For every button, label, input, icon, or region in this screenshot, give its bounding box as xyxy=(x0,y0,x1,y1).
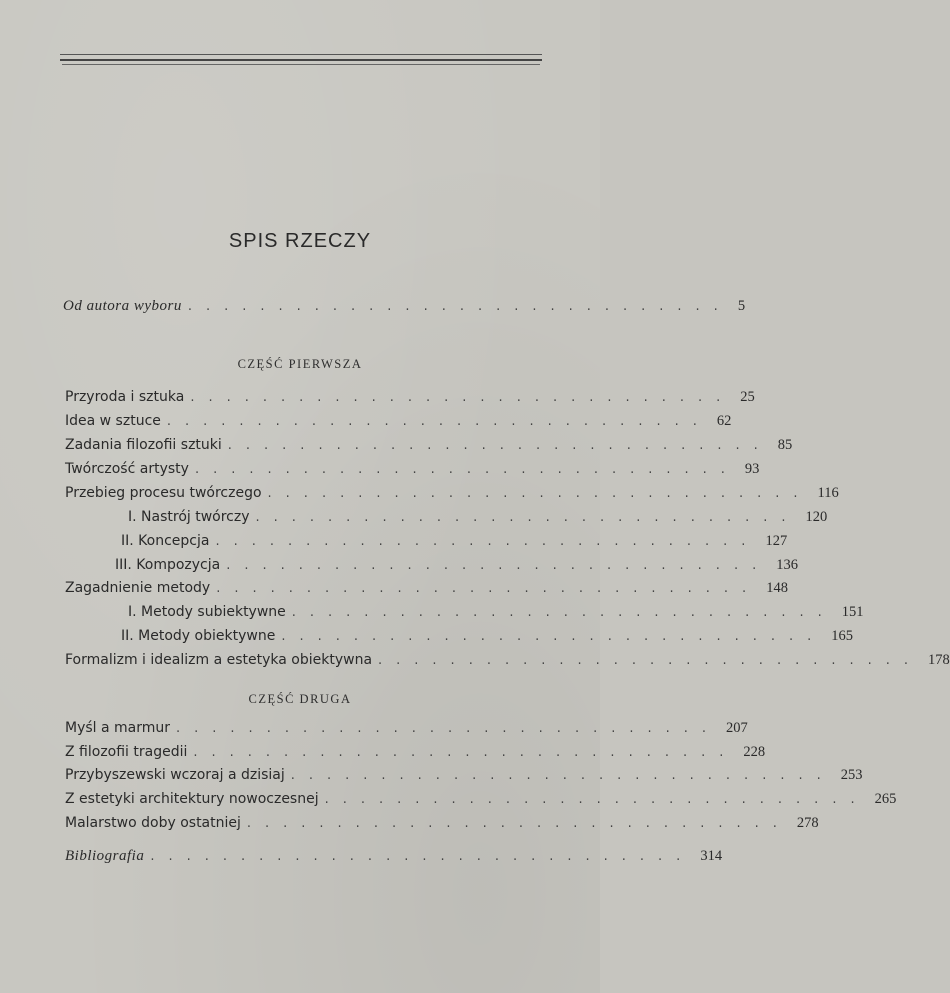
leader-dots: .............................. xyxy=(324,792,869,807)
entry-label: Przebieg procesu twórczego xyxy=(65,485,262,501)
leader-dots: .............................. xyxy=(176,721,721,736)
entry-label: II. Metody obiektywne xyxy=(121,628,276,644)
entry-label: Przyroda i sztuka xyxy=(65,389,185,405)
toc-entry xyxy=(65,413,732,433)
toc-entry xyxy=(65,744,766,764)
entry-page: 5 xyxy=(737,298,746,314)
toc-entry xyxy=(65,652,950,672)
leader-dots: .............................. xyxy=(267,486,812,501)
toc-entry-intro xyxy=(63,298,746,318)
toc-entry xyxy=(65,580,788,600)
toc-entry xyxy=(65,485,839,505)
entry-page: 207 xyxy=(726,720,748,736)
leader-dots: .............................. xyxy=(187,299,732,314)
entry-page: 127 xyxy=(765,533,788,549)
entry-page: 120 xyxy=(805,509,828,525)
entry-label: I. Metody subiektywne xyxy=(128,604,286,620)
leader-dots: .............................. xyxy=(190,390,735,405)
leader-dots: .............................. xyxy=(281,629,826,644)
toc-subentry xyxy=(121,533,788,553)
page-title: SPIS RZECZY xyxy=(228,230,372,252)
leader-dots: .............................. xyxy=(246,816,791,831)
top-rule xyxy=(60,54,542,55)
leader-dots: .............................. xyxy=(215,534,760,549)
toc-subentry xyxy=(121,628,854,648)
leader-dots: .............................. xyxy=(150,849,695,864)
entry-page: 116 xyxy=(817,485,839,501)
toc-subentry xyxy=(128,604,864,624)
entry-page: 25 xyxy=(740,389,755,405)
toc-subentry xyxy=(115,557,798,577)
leader-dots: .............................. xyxy=(378,653,923,668)
entry-label: Bibliografia xyxy=(65,848,145,864)
entry-page: 62 xyxy=(716,413,732,429)
toc-entry xyxy=(65,389,755,409)
toc-entry xyxy=(65,437,793,457)
entry-label: II. Koncepcja xyxy=(121,533,210,549)
toc-entry xyxy=(65,720,748,740)
entry-label: Formalizm i idealizm a estetyka obiektywna xyxy=(65,652,373,668)
leader-dots: .............................. xyxy=(255,510,800,525)
entry-label: Od autora wyboru xyxy=(63,298,182,314)
entry-label: Idea w sztuce xyxy=(65,413,161,429)
entry-label: Malarstwo doby ostatniej xyxy=(65,815,241,831)
entry-page: 148 xyxy=(766,580,788,596)
entry-label: Myśl a marmur xyxy=(65,720,171,736)
entry-page: 93 xyxy=(744,461,760,477)
entry-page: 136 xyxy=(776,557,798,573)
top-rule-lower xyxy=(62,64,540,65)
entry-page: 178 xyxy=(928,652,950,668)
toc-entry-bibliography xyxy=(65,848,723,868)
leader-dots: .............................. xyxy=(226,558,771,573)
top-rule-thick xyxy=(60,59,542,61)
section-heading-part1: CZĘŚĆ PIERWSZA xyxy=(237,357,363,371)
entry-page: 278 xyxy=(796,815,819,831)
leader-dots: .............................. xyxy=(193,745,738,760)
toc-entry xyxy=(65,791,897,811)
leader-dots: .............................. xyxy=(216,581,761,596)
entry-label: Zagadnienie metody xyxy=(65,580,211,596)
leader-dots: .............................. xyxy=(290,768,835,783)
entry-label: I. Nastrój twórczy xyxy=(128,509,250,525)
leader-dots: .............................. xyxy=(194,462,739,477)
entry-page: 314 xyxy=(700,848,723,864)
entry-label: Z filozofii tragedii xyxy=(65,744,188,760)
toc-entry xyxy=(65,461,760,481)
leader-dots: .............................. xyxy=(227,438,772,453)
toc-entry xyxy=(65,767,863,787)
entry-page: 85 xyxy=(777,437,793,453)
entry-label: Z estetyki architektury nowoczesnej xyxy=(65,791,319,807)
entry-page: 265 xyxy=(874,791,897,807)
leader-dots: .............................. xyxy=(291,605,836,620)
entry-page: 151 xyxy=(841,604,864,620)
entry-page: 228 xyxy=(743,744,766,760)
entry-page: 165 xyxy=(831,628,854,644)
entry-label: Przybyszewski wczoraj a dzisiaj xyxy=(65,767,285,783)
section-heading-part2: CZĘŚĆ DRUGA xyxy=(248,692,352,706)
toc-subentry xyxy=(128,509,828,529)
entry-label: III. Kompozycja xyxy=(115,557,221,573)
entry-label: Zadania filozofii sztuki xyxy=(65,437,222,453)
entry-page: 253 xyxy=(840,767,863,783)
leader-dots: .............................. xyxy=(166,414,711,429)
toc-entry xyxy=(65,815,819,835)
entry-label: Twórczość artysty xyxy=(65,461,189,477)
